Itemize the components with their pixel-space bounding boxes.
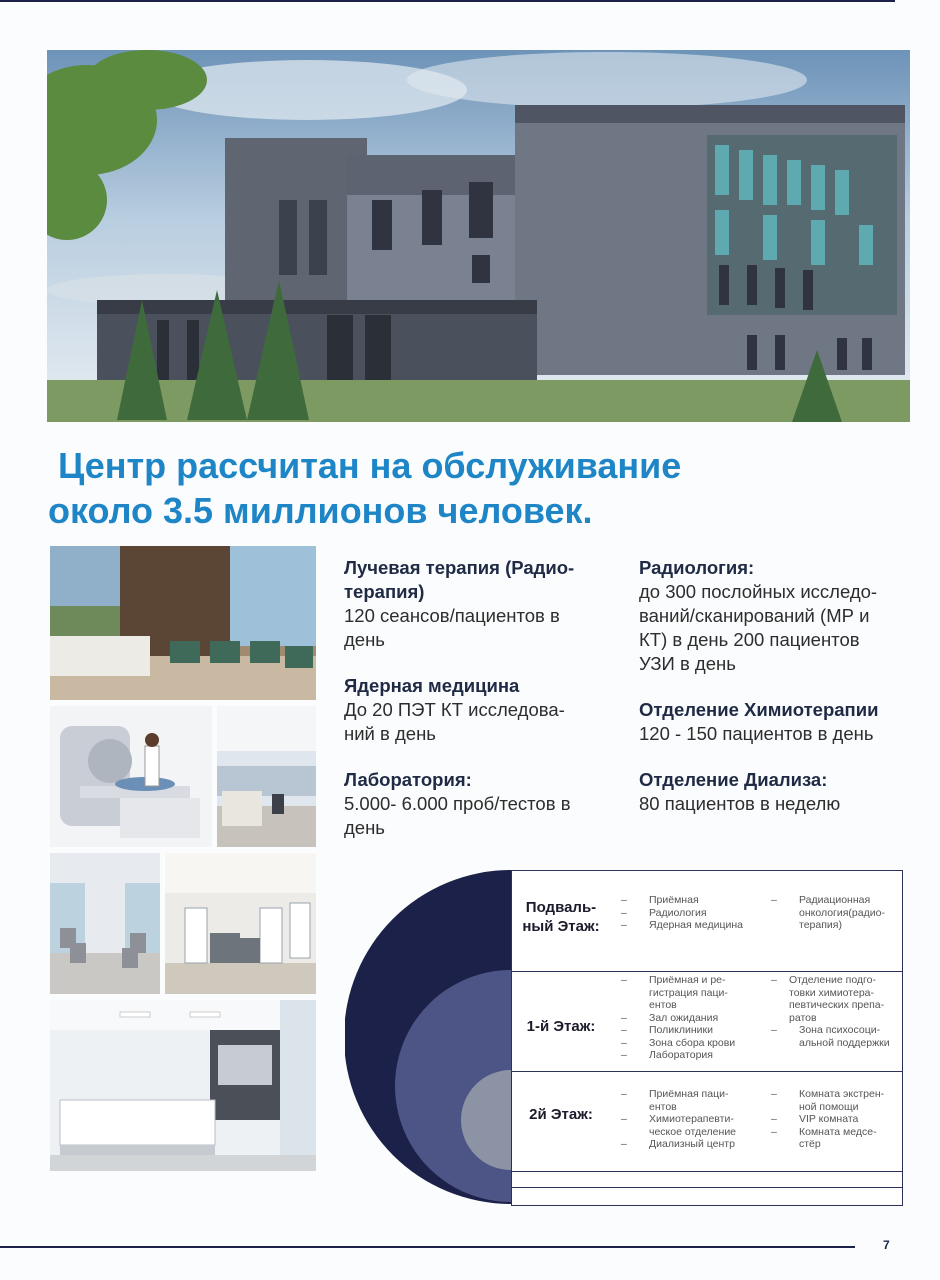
list-item: – Радиационная онкология(радио- терапия): [771, 894, 906, 932]
dialysis-room-photo: [165, 853, 316, 994]
list-item: – VIP комната: [771, 1113, 906, 1126]
floor-second-list-1: [621, 1088, 766, 1151]
list-item: – Поликлиники: [621, 1024, 766, 1037]
page-number: 7: [883, 1238, 890, 1252]
floor-first-list-2: [771, 974, 906, 1049]
list-item: – Приёмная: [621, 894, 766, 907]
headline: [48, 443, 908, 533]
service-desc: 5.000- 6.000 проб/тестов в день: [344, 793, 571, 838]
floor-diagram: [345, 870, 905, 1208]
service-desc: 120 - 150 пациентов в день: [639, 723, 874, 744]
floor-label-basement: Подваль- ный Этаж:: [522, 899, 600, 935]
list-item: – Зона сбора крови: [621, 1037, 766, 1050]
radiotherapy-illustration: [50, 706, 212, 847]
headline-line-1: Центр рассчитан на обслуживание: [58, 445, 682, 486]
service-title: Отделение Диализа:: [639, 769, 828, 790]
service-radiotherapy: [344, 556, 624, 652]
list-item: – Ядерная медицина: [621, 919, 766, 932]
list-item: – Диализный центр: [621, 1138, 766, 1151]
list-item: – Комната медсе- стёр: [771, 1126, 906, 1151]
list-item: – Лаборатория: [621, 1049, 766, 1062]
list-item: – Химиотерапевти- ческое отделение: [621, 1113, 766, 1138]
floor-first-list-1: [621, 974, 766, 1062]
floor-label-second: 2й Этаж:: [529, 1106, 593, 1123]
service-title: Радиология:: [639, 557, 755, 578]
list-item: – Зал ожидания: [621, 1012, 766, 1025]
top-rule: [0, 0, 895, 2]
floor-basement-list-2: [771, 894, 906, 932]
service-desc: до 300 послойных исследо- ваний/сканирований (МР и КТ) в день 200 пациентов УЗИ в день: [639, 581, 878, 674]
infusion-room-photo: [50, 853, 160, 994]
list-item: – Отделение подго- товки химиотера- певтических препа- ратов: [771, 974, 906, 1024]
service-desc: 80 пациентов в неделю: [639, 793, 841, 814]
list-item: – Приёмная и ре- гистрация паци- ентов: [621, 974, 766, 1012]
service-title: Ядерная медицина: [344, 675, 520, 696]
services-right-column: [639, 556, 919, 838]
service-radiology: [639, 556, 919, 676]
service-title: Отделение Химиотерапии: [639, 699, 879, 720]
service-desc: 120 сеансов/пациентов в день: [344, 605, 560, 650]
service-chemotherapy: [639, 698, 919, 746]
service-nuclear-medicine: [344, 674, 624, 746]
list-item: – Радиология: [621, 907, 766, 920]
building-image: [47, 50, 910, 422]
list-item: – Приёмная паци- ентов: [621, 1088, 766, 1113]
clinic-hall-photo: [217, 706, 316, 847]
service-title: Лучевая терапия (Радио- терапия): [344, 557, 575, 602]
lobby-photo: [50, 546, 316, 700]
floor-second-list-2: [771, 1088, 906, 1151]
service-desc: До 20 ПЭТ КТ исследова- ний в день: [344, 699, 565, 744]
service-laboratory: [344, 768, 624, 840]
floor-basement-list-1: [621, 894, 766, 932]
headline-line-2: около 3.5 миллионов человек.: [48, 490, 593, 531]
floor-label-first: 1-й Этаж:: [526, 1018, 596, 1035]
bottom-rule: [0, 1246, 855, 1248]
laboratory-photo: [50, 1000, 316, 1171]
service-dialysis: [639, 768, 919, 816]
list-item: – Зона психосоци- альной поддержки: [771, 1024, 906, 1049]
service-title: Лаборатория:: [344, 769, 472, 790]
list-item: – Комната экстрен- ной помощи: [771, 1088, 906, 1113]
services-left-column: [344, 556, 624, 862]
